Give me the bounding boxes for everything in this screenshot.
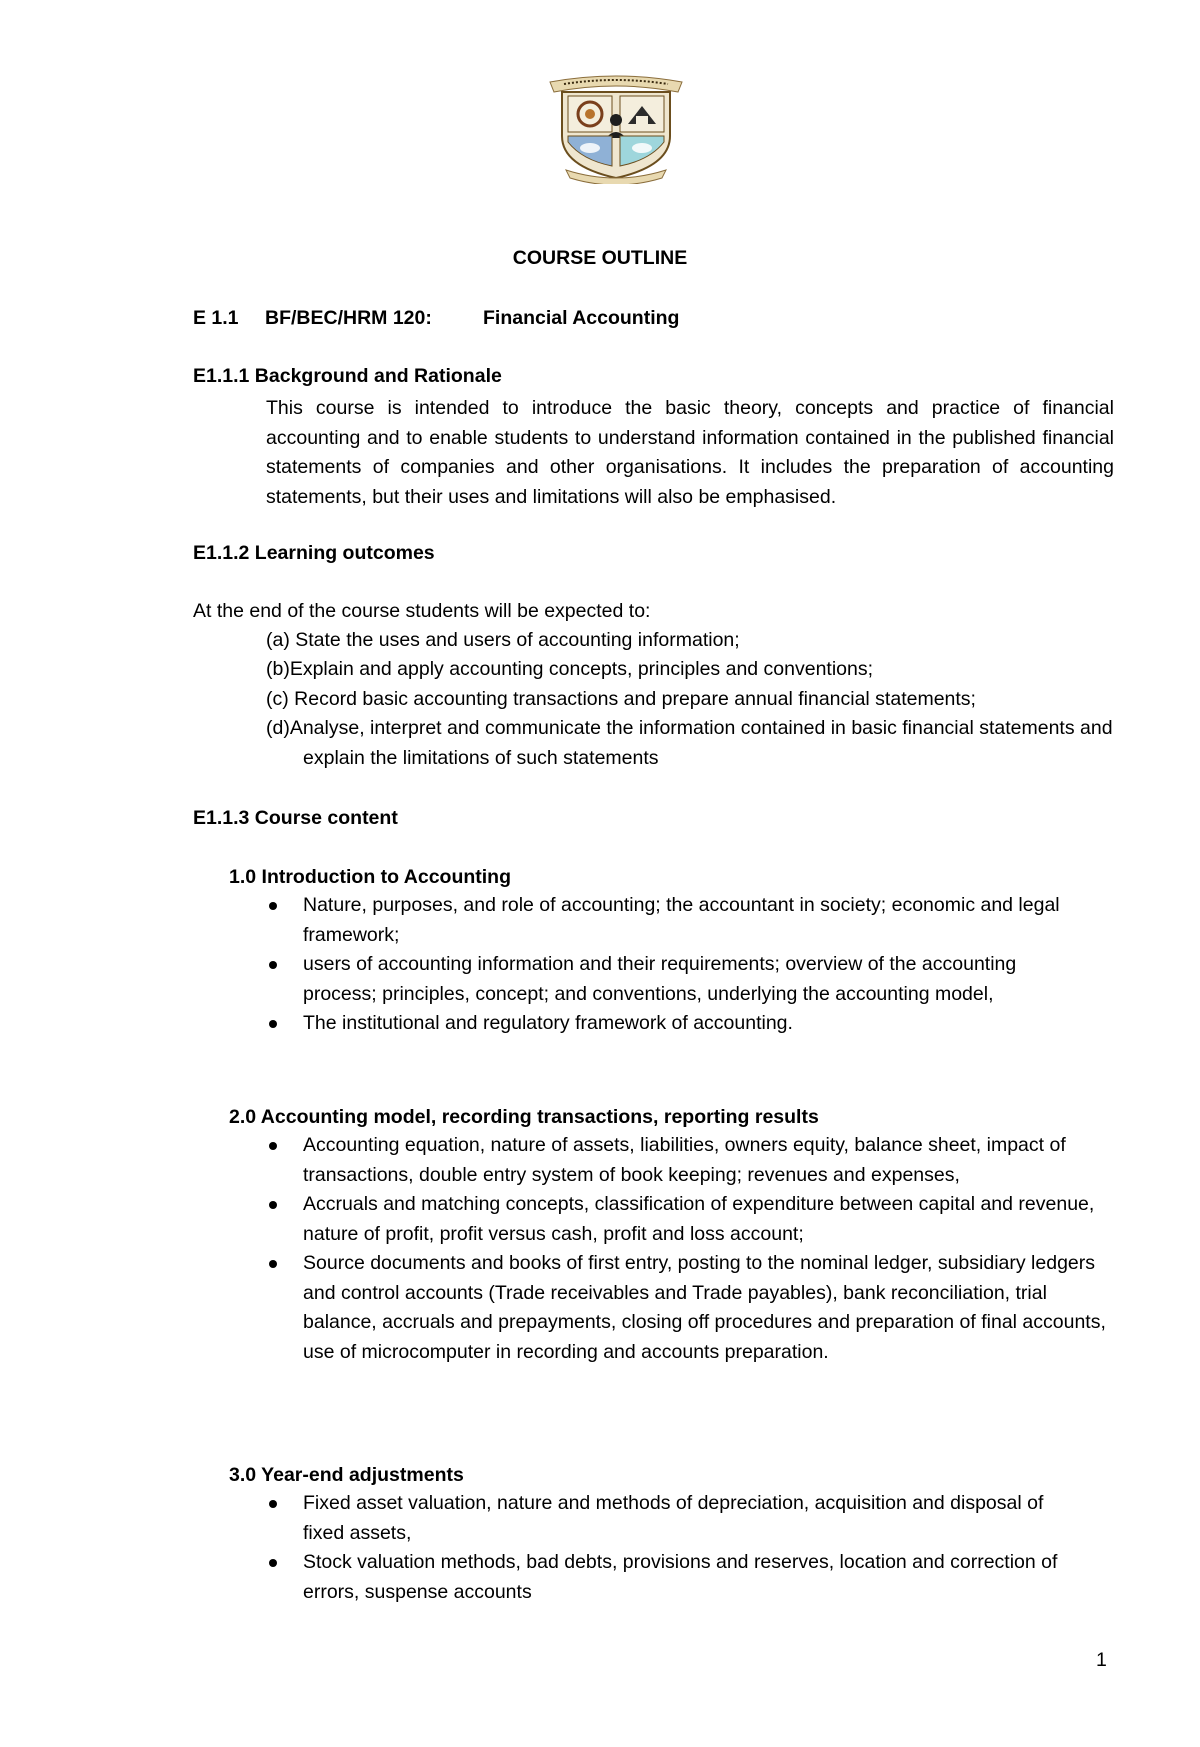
page-number: 1	[1096, 1649, 1107, 1671]
crest-icon	[546, 72, 686, 184]
course-code: BF/BEC/HRM 120:	[265, 307, 432, 329]
outcomes-intro: At the end of the course students will be expected to:	[193, 600, 651, 622]
topic-heading: 1.0 Introduction to Accounting	[229, 866, 512, 888]
list-item: Nature, purposes, and role of accounting; the accountant in society; economic and legal framework;	[266, 891, 1092, 950]
bullet-icon	[269, 1142, 277, 1150]
bullet-icon	[269, 1559, 277, 1567]
page-title: COURSE OUTLINE	[512, 247, 688, 269]
bullet-icon	[269, 1020, 277, 1028]
topic-bullet-list	[266, 891, 1092, 1039]
outcome-item: (a) State the uses and users of accounting information;	[266, 629, 740, 651]
section-heading-background: E1.1.1 Background and Rationale	[193, 365, 502, 387]
bullet-icon	[269, 902, 277, 910]
bullet-icon	[269, 1260, 277, 1268]
bullet-icon	[269, 1500, 277, 1508]
topic-heading: 2.0 Accounting model, recording transactions, reporting results	[229, 1106, 819, 1128]
topic-heading: 3.0 Year-end adjustments	[229, 1464, 464, 1486]
university-logo	[546, 72, 686, 184]
list-item: Stock valuation methods, bad debts, provisions and reserves, location and correction of errors, suspense accounts	[266, 1548, 1066, 1607]
list-item: users of accounting information and their requirements; overview of the accounting process; principles, concept; and conventions, underlying the accounting model,	[266, 950, 1092, 1009]
background-paragraph: This course is intended to introduce the basic theory, concepts and practice of financial accounting and to enable students to understand information contained in the published financial statements of companies and other organisations. It includes the preparation of accounting statements, but their uses and limitations will also be emphasised.	[266, 397, 1114, 508]
course-code-line	[193, 306, 679, 330]
course-ref: E 1.1	[193, 307, 239, 329]
outcome-item: (b)Explain and apply accounting concepts, principles and conventions;	[266, 658, 874, 680]
section-heading-content: E1.1.3 Course content	[193, 807, 398, 829]
topic-bullet-list	[266, 1131, 1126, 1367]
list-item: Accounting equation, nature of assets, liabilities, owners equity, balance sheet, impact of transactions, double entry system of book keeping; revenues and expenses,	[266, 1131, 1126, 1190]
list-item: The institutional and regulatory framework of accounting.	[266, 1009, 1092, 1039]
list-item: Source documents and books of first entry, posting to the nominal ledger, subsidiary ledgers and control accounts (Trade receivables and Trade payables), bank reconciliation, trial balance, accruals and prepayments, closing off procedures and preparation of final accounts, use of microcomputer in recording and accounts preparation.	[266, 1249, 1126, 1367]
outcome-item: (c) Record basic accounting transactions and prepare annual financial statements;	[266, 688, 976, 710]
outcome-item: (d)Analyse, interpret and communicate the information contained in basic financial statements and explain the limitations of such statements	[266, 717, 1113, 769]
section-heading-outcomes: E1.1.2 Learning outcomes	[193, 542, 435, 564]
course-name: Financial Accounting	[483, 307, 680, 329]
bullet-icon	[269, 1201, 277, 1209]
topic-bullet-list	[266, 1489, 1066, 1607]
list-item: Fixed asset valuation, nature and methods of depreciation, acquisition and disposal of fixed assets,	[266, 1489, 1066, 1548]
list-item: Accruals and matching concepts, classification of expenditure between capital and revenue, nature of profit, profit versus cash, profit and loss account;	[266, 1190, 1126, 1249]
bullet-icon	[269, 961, 277, 969]
